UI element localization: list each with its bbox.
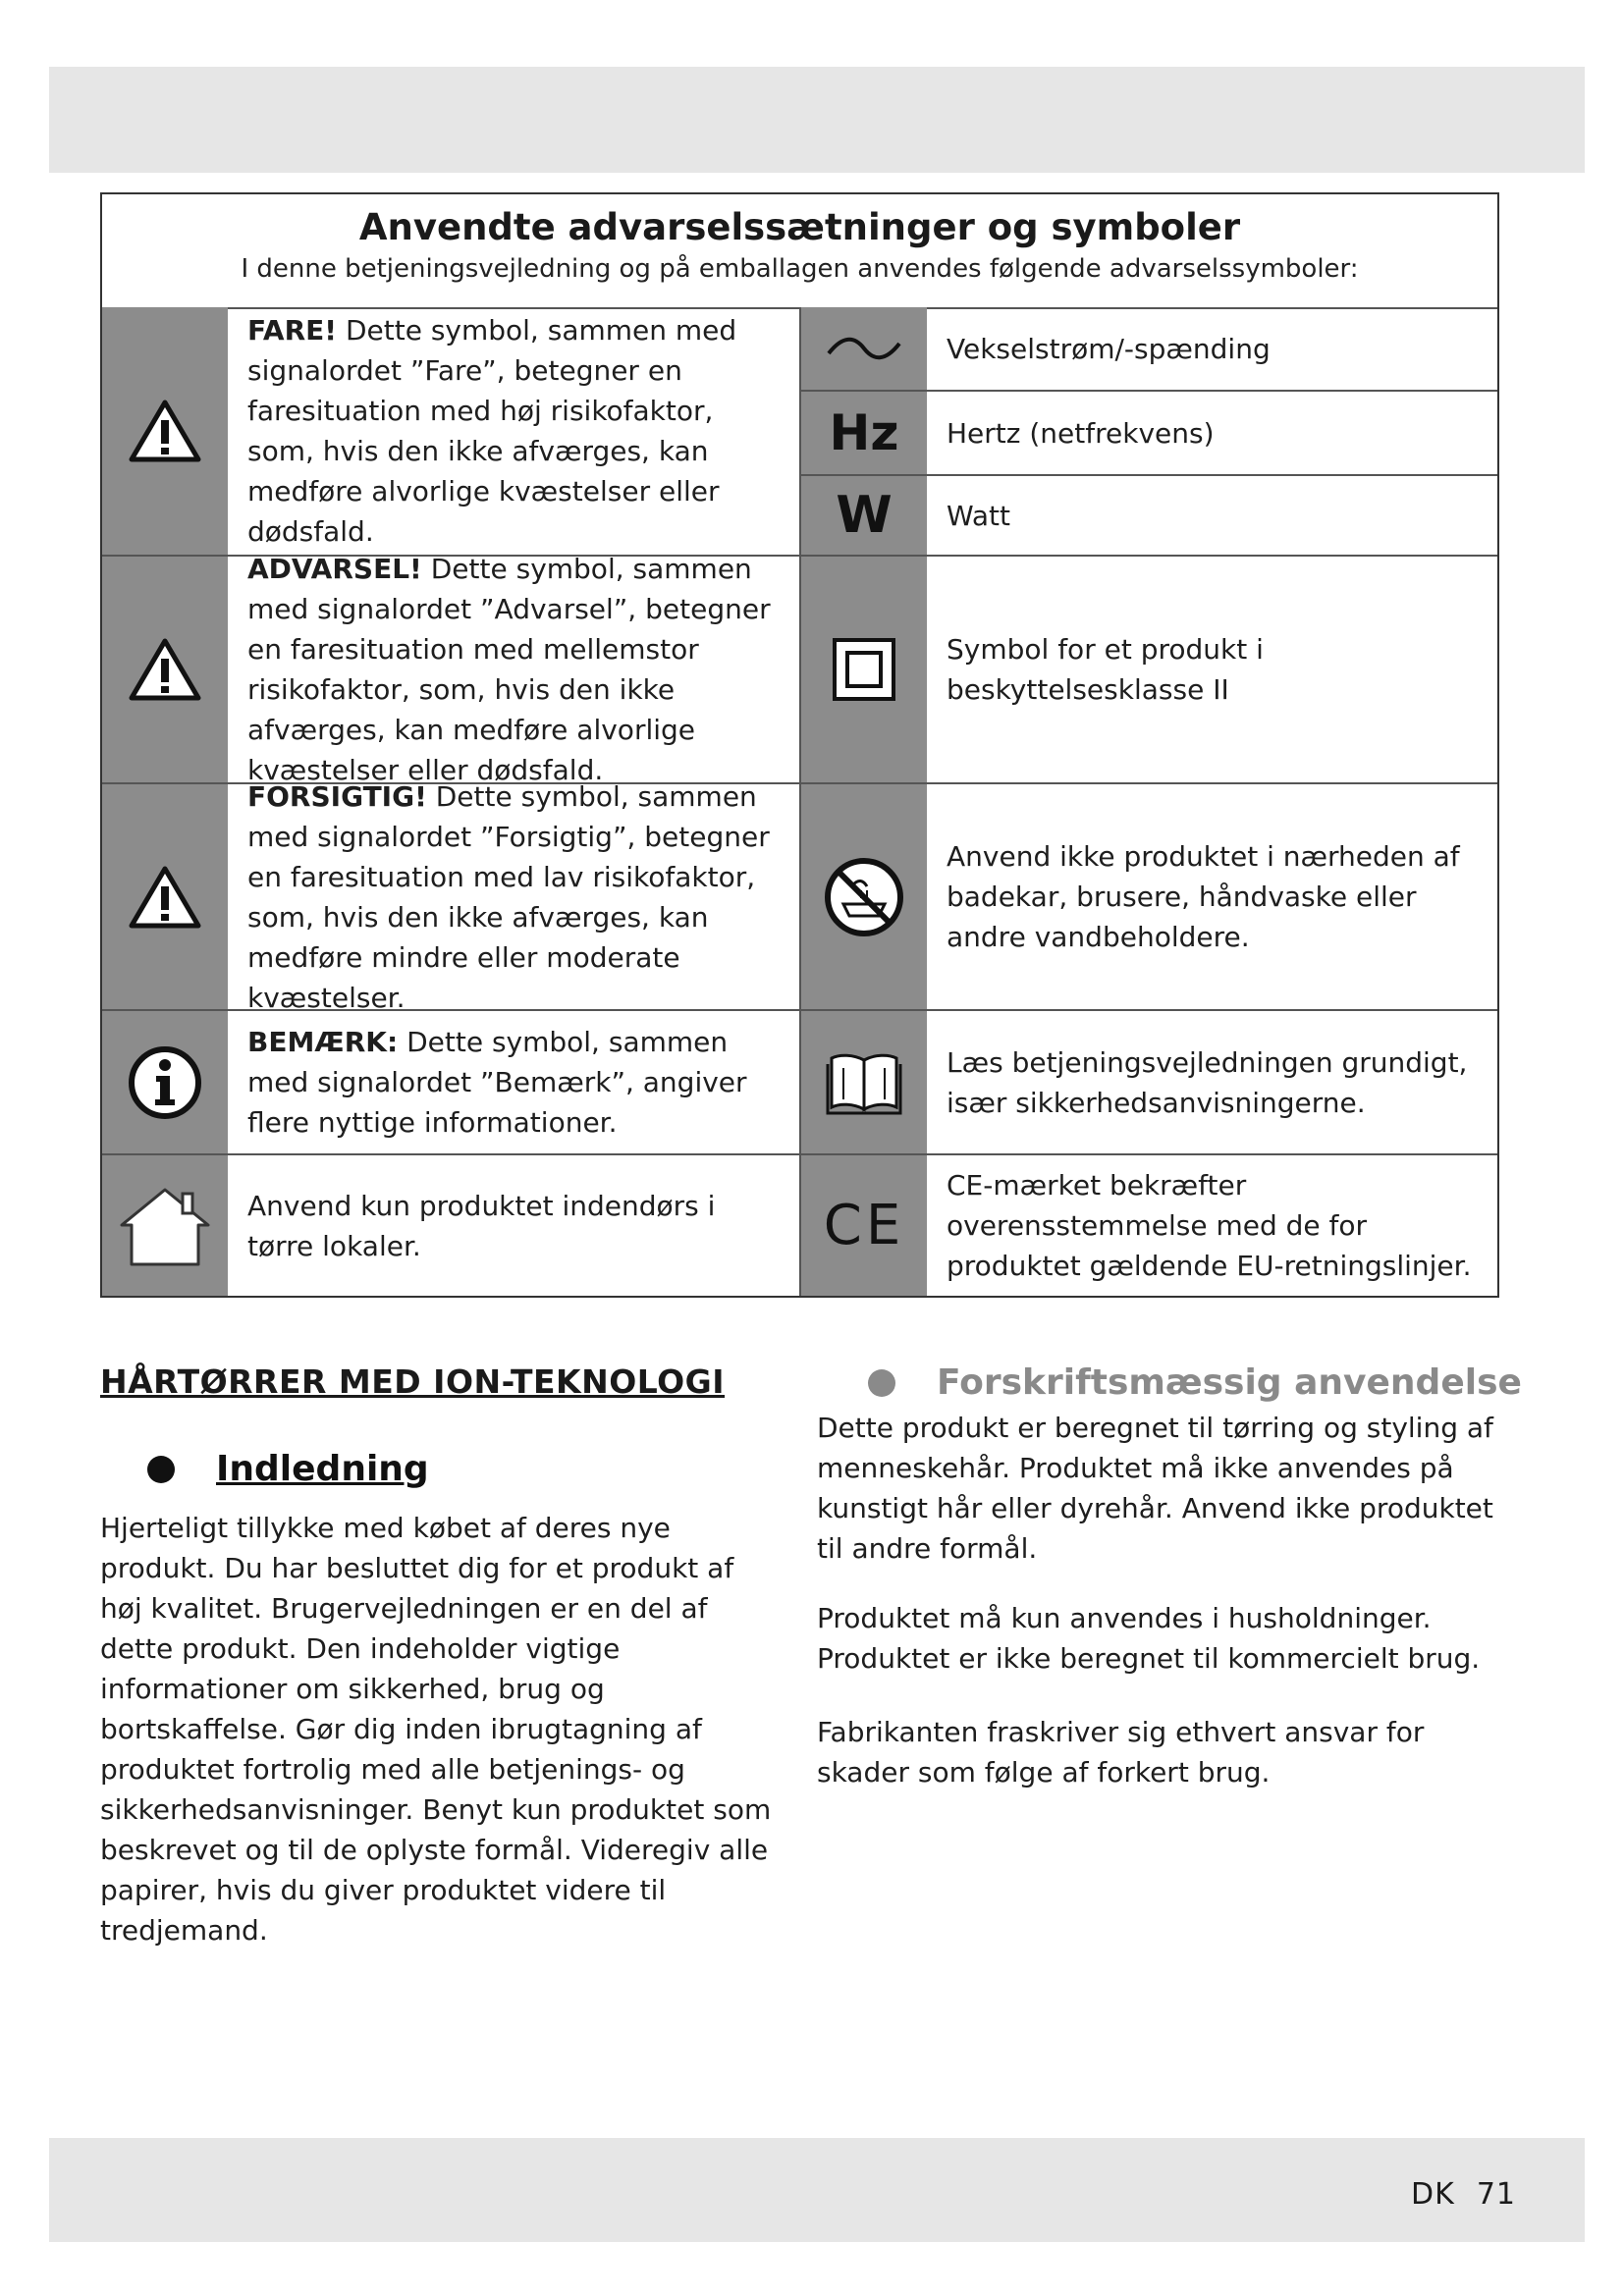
table-row-protection-class	[801, 557, 1497, 784]
table-header	[102, 194, 1497, 309]
bullet-icon	[147, 1456, 175, 1483]
section-heading-intended-use	[868, 1362, 1522, 1403]
row-text: Anvend ikke produktet i nærheden af badekar, brusere, håndvaske eller andre vandbeholdere.	[947, 840, 1460, 953]
table-row-no-water	[801, 784, 1497, 1011]
intended-use-paragraph-3: Fabrikanten fraskriver sig ethvert ansvar for skader som følge af forkert brug.	[817, 1716, 1425, 1789]
table-row-forsigtig	[102, 779, 801, 1014]
house-icon	[102, 1155, 228, 1296]
row-text: Hertz (netfrekvens)	[947, 416, 1215, 450]
table-subtitle: I denne betjeningsvejledning og på emballagen anvendes følgende advarselssymboler:	[241, 254, 1359, 284]
page-number	[1411, 2177, 1516, 2212]
row-text: CE-mærket bekræfter overensstemmelse med de for produktet gældende EU-retningslinjer.	[947, 1169, 1472, 1282]
watt-icon	[801, 476, 927, 555]
warning-triangle-icon	[102, 307, 228, 555]
intro-paragraph: Hjerteligt tillykke med købet af deres nye produkt. Du har besluttet dig for et produkt af høj kvalitet. Brugervejledningen er en del af dette produkt. Den indeholder vigtige informationer om sikkerhed, brug og bortskaffelse. Gør dig inden ibrugtagning af produktet fortrolig med alle betjenings- og sikkerhedsanvisninger. Benyt kun produktet som beskrevet og til de oplyste formål. Videregiv alle papirer, hvis du giver produktet videre til tredjemand.	[100, 1512, 772, 1947]
table-row-hertz	[801, 392, 1497, 476]
signal-word: ADVARSEL!	[247, 553, 422, 585]
no-water-icon	[801, 784, 927, 1009]
alternating-current-icon	[801, 307, 927, 390]
table-row-advarsel	[102, 553, 801, 786]
row-text: Læs betjeningsvejledningen grundigt, især sikkerhedsanvisningerne.	[947, 1045, 1468, 1119]
table-row-manual	[801, 1011, 1497, 1155]
product-heading: HÅRTØRRER MED ION-TEKNOLOGI	[100, 1362, 726, 1401]
language-code: DK	[1411, 2177, 1455, 2212]
intended-use-paragraph-2: Produktet må kun anvendes i husholdninger. Produktet er ikke beregnet til kommercielt brug.	[817, 1602, 1481, 1675]
table-row-fare	[102, 307, 801, 557]
section-heading-label: Forskriftsmæssig anvendelse	[937, 1362, 1522, 1403]
row-text: Dette symbol, sammen med signalordet ”Advarsel”, betegner en faresituation med mellemstor risikofaktor, som, hvis den ikke afværges, kan medføre alvorlige kvæstelser eller dødsfald.	[247, 553, 771, 786]
page-number-value: 71	[1476, 2177, 1516, 2212]
signal-word: FARE!	[247, 314, 338, 347]
footer-band	[49, 2138, 1585, 2242]
row-text: Dette symbol, sammen med signalordet ”Fare”, betegner en faresituation med høj risikofaktor, som, hvis den ikke afværges, kan medføre alvorlige kvæstelser eller dødsfald.	[247, 314, 737, 548]
manual-book-icon	[801, 1011, 927, 1153]
table-title: Anvendte advarselssætninger og symboler	[358, 206, 1241, 248]
row-text: Symbol for et produkt i beskyttelsesklasse II	[947, 633, 1264, 706]
signal-word: BEMÆRK:	[247, 1026, 399, 1058]
hertz-symbol: Hz	[829, 404, 899, 461]
row-text: Dette symbol, sammen med signalordet ”Forsigtig”, betegner en faresituation med lav risikofaktor, som, hvis den ikke afværges, kan medføre mindre eller moderate kvæstelser.	[247, 779, 770, 1014]
row-text: Dette symbol, sammen med signalordet ”Bemærk”, angiver flere nyttige informationer.	[247, 1026, 747, 1139]
hertz-icon	[801, 392, 927, 474]
intended-use-paragraph-1: Dette produkt er beregnet til tørring og styling af menneskehår. Produktet må ikke anvendes på kunstigt hår eller dyrehår. Anvend ikke produktet til andre formål.	[817, 1412, 1493, 1565]
warning-triangle-icon	[102, 784, 228, 1009]
table-row-bemaerk	[102, 1011, 801, 1155]
table-row-ce	[801, 1155, 1497, 1296]
row-text: Anvend kun produktet indendørs i tørre lokaler.	[247, 1189, 716, 1262]
info-icon	[102, 1011, 228, 1153]
warning-symbols-table	[100, 192, 1499, 1298]
table-row-indoor	[102, 1155, 801, 1296]
table-row-ac	[801, 307, 1497, 392]
row-text: Vekselstrøm/-spænding	[947, 332, 1271, 365]
section-heading-label: Indledning	[216, 1449, 429, 1489]
watt-symbol: W	[836, 486, 893, 545]
warning-triangle-icon	[102, 557, 228, 782]
row-text: Watt	[947, 499, 1011, 532]
bullet-icon	[868, 1369, 895, 1397]
ce-mark-icon	[801, 1155, 927, 1296]
protection-class-ii-icon	[801, 557, 927, 782]
table-row-watt	[801, 476, 1497, 557]
section-heading-intro	[147, 1449, 429, 1489]
header-band	[49, 67, 1585, 173]
signal-word: FORSIGTIG!	[247, 779, 427, 813]
ce-symbol: CE	[823, 1194, 905, 1257]
